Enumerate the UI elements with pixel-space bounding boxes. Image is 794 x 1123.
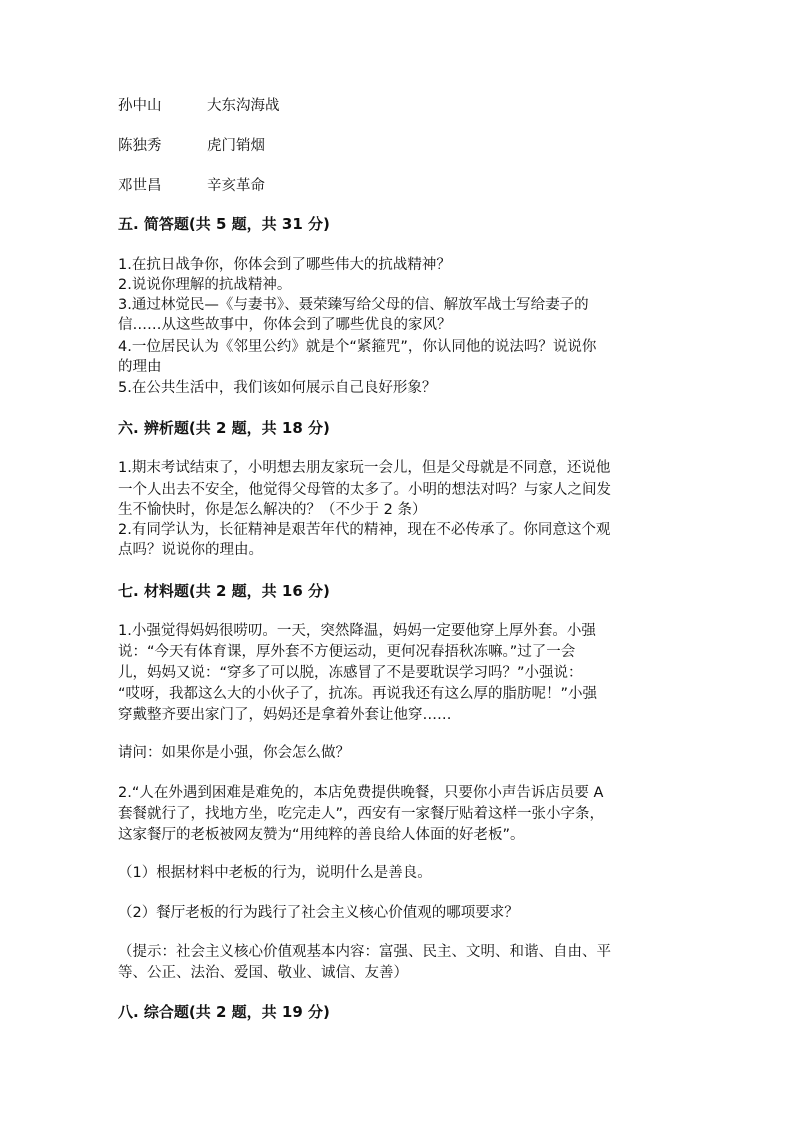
section5-line: 1.在抗日战争你，你体会到了哪些伟大的抗战精神？ [118, 257, 451, 273]
section7-para2-line: 这家餐厅的老板被网友赞为“用纯粹的善良给人体面的好老板”。 [118, 827, 525, 843]
section7-para1-line: 儿，妈妈又说：“穿多了可以脱，冻感冒了不是要耽误学习吗？”小强说： [118, 665, 583, 681]
section8-heading: 八. 综合题(共 2 题，共 19 分) [118, 1003, 330, 1021]
section5-heading: 五. 简答题(共 5 题，共 31 分) [118, 215, 330, 233]
section6-line: 2.有同学认为，长征精神是艰苦年代的精神，现在不必传承了。你同意这个观 [118, 522, 611, 538]
match-left-3: 邓世昌 [118, 178, 162, 194]
match-left-1: 孙中山 [118, 98, 162, 114]
section7-question1: 请问：如果你是小强，你会怎么做？ [118, 745, 350, 761]
section6-heading: 六. 辨析题(共 2 题，共 18 分) [118, 419, 330, 437]
section7-heading: 七. 材料题(共 2 题，共 16 分) [118, 582, 330, 600]
match-right-1: 大东沟海战 [207, 98, 280, 114]
section7-sub1: （1）根据材料中老板的行为，说明什么是善良。 [118, 865, 432, 881]
section7-para1-line: “哎呀，我都这么大的小伙子了，抗冻。再说我还有这么厚的脂肪呢！”小强 [118, 686, 598, 702]
section6-line: 一个人出去不安全，他觉得父母管的太多了。小明的想法对吗？与家人之间发 [118, 482, 611, 498]
section5-line: 信……从这些故事中，你体会到了哪些优良的家风？ [118, 317, 452, 333]
section7-hint-line: （提示：社会主义核心价值观基本内容：富强、民主、文明、和谐、自由、平 [118, 944, 611, 960]
section7-para1-line: 1.小强觉得妈妈很唠叨。一天，突然降温，妈妈一定要他穿上厚外套。小强 [118, 623, 596, 639]
section5-line: 的理由 [118, 359, 162, 375]
section7-para2-line: 2.“人在外遇到困难是难免的，本店免费提供晚餐，只要你小声告诉店员要 A [118, 785, 604, 801]
section7-hint-line: 等、公正、法治、爱国、敬业、诚信、友善） [118, 965, 408, 981]
section5-line: 3.通过林觉民—《与妻书》、聂荣臻写给父母的信、解放军战士写给妻子的 [118, 297, 589, 313]
section5-line: 2.说说你理解的抗战精神。 [118, 277, 292, 293]
section5-line: 5.在公共生活中，我们该如何展示自己良好形象？ [118, 380, 437, 396]
section5-line: 4.一位居民认为《邻里公约》就是个“紧箍咒”，你认同他的说法吗？说说你 [118, 339, 597, 355]
match-right-2: 虎门销烟 [207, 138, 265, 154]
section6-line: 1.期末考试结束了，小明想去朋友家玩一会儿，但是父母就是不同意，还说他 [118, 460, 611, 476]
match-right-3: 辛亥革命 [207, 178, 265, 194]
section7-sub2: （2）餐厅老板的行为践行了社会主义核心价值观的哪项要求？ [118, 905, 519, 921]
section7-para1-line: 穿戴整齐要出家门了，妈妈还是拿着外套让他穿…… [118, 707, 452, 723]
section6-line: 点吗？说说你的理由。 [118, 542, 263, 558]
section7-para2-line: 套餐就行了，找地方坐，吃完走人”，西安有一家餐厅贴着这样一张小字条， [118, 806, 605, 822]
section7-para1-line: 说：“今天有体育课，厚外套不方便运动，更何况春捂秋冻嘛。”过了一会 [118, 644, 576, 660]
section6-line: 生不愉快时，你是怎么解决的？（不少于 2 条） [118, 502, 427, 518]
match-left-2: 陈独秀 [118, 138, 162, 154]
